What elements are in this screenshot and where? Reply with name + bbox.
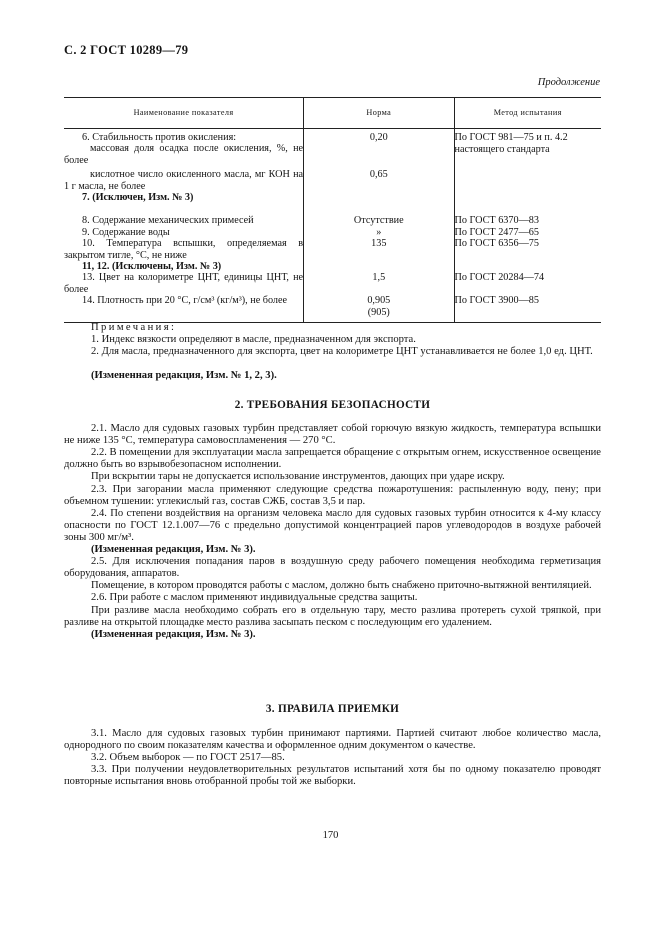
table-row [64,203,601,226]
row-method [454,166,601,192]
row-method: По ГОСТ 6356—75 [454,238,601,261]
table-row [64,272,601,295]
row-name: 6. Стабильность против окисления: [82,132,237,143]
row-norm: Отсутствие [304,203,454,226]
section-acceptance [64,703,601,789]
notes-heading: Примечания: [91,322,177,333]
row-name: 9. Содержание воды [82,226,170,238]
continuation-label: Продолжение [537,77,600,88]
row-method: По ГОСТ 20284—74 [454,272,601,295]
row-name: 8. Содержание механических примесей [82,215,254,227]
col-header-norm: Норма [304,98,454,129]
table-row [64,238,601,261]
note-item: 1. Индекс вязкости определяют в масле, предназначенном для экспорта. [91,334,416,346]
row-norm [304,261,454,272]
row-method: По ГОСТ 3900—85 [454,295,601,322]
paragraph: При вскрытии тары не допускается использование инструментов, дающих при ударе искру. [91,471,505,483]
row-name: кислотное число окисленного масла, мг КОН на 1 г масла, не более [64,169,304,192]
row-norm: 135 [304,238,454,261]
row-norm: » [304,227,454,238]
norm-value: 0,20 [369,132,388,144]
revision-note: (Измененная редакция, Изм. № 3). [91,628,256,640]
row-norm [304,132,454,166]
row-name: 7. (Исключен, Изм. № 3) [82,192,194,204]
revision-note: (Измененная редакция, Изм. № 3). [91,544,256,556]
table-row [64,192,601,203]
paragraph: 2.1. Масло для судовых газовых турбин представляет собой горючую вязкую жидкость, температура вспышки не ниже 135 °С, температура самовоспламенения — 270 °С. [64,423,601,447]
table-row [64,227,601,238]
row-norm [304,295,454,322]
row-name: 13. Цвет на колориметре ЦНТ, единицы ЦНТ, не более [64,272,304,295]
notes-block [64,322,601,382]
paragraph: 3.2. Объем выборок — по ГОСТ 2517—85. [91,752,285,764]
row-name: 14. Плотность при 20 °С, г/см³ (кг/м³), не более [64,295,304,322]
revision-note: (Измененная редакция, Изм. № 1, 2, 3). [91,370,277,382]
paragraph: 2.6. При работе с маслом применяют индивидуальные средства защиты. [91,592,418,604]
col-header-method: Метод испытания [454,98,601,129]
row-name: массовая доля осадка после окисления, %, не более [64,143,304,166]
row-norm [304,192,454,203]
row-name: 11, 12. (Исключены, Изм. № 3) [82,261,222,273]
paragraph: 2.4. По степени воздействия на организм человека масло для судовых газовых турбин относится к 4-му классу опасности по ГОСТ 12.1.007—76 с предельно допустимой концентрацией паров углеводородов в воздухе рабочей зоны 300 мг/м³. [64,507,601,543]
page-header: С. 2 ГОСТ 10289—79 [64,43,189,57]
row-norm: 0,65 [304,166,454,192]
paragraph: При разливе масла необходимо собрать его в отдельную тару, место разлива протереть сухой тряпкой, при разливе на открытой площадке место разлива засыпать песком с последующим его удалением. [64,604,601,628]
paragraph: 2.3. При загорании масла применяют следующие средства пожаротушения: распыленную воду, пену; при объемном тушении: углекислый газ, состав СЖБ, состав 3,5 и пар. [64,483,601,507]
section-title: 2. ТРЕБОВАНИЯ БЕЗОПАСНОСТИ [234,399,431,411]
paragraph: Помещение, в котором проводятся работы с маслом, должно быть снабжено приточно-вытяжной вентиляцией. [91,580,592,592]
row-method [454,261,601,272]
table-header-row [64,98,601,129]
paragraph: 2.5. Для исключения попадания паров в воздушную среду рабочего помещения необходима герметизация оборудования, аппаратов. [64,556,601,580]
spec-table [64,97,601,323]
row-method: По ГОСТ 2477—65 [454,227,601,238]
paragraph: 3.3. При получении неудовлетворительных результатов испытаний хотя бы по одному показателю проводят повторные испытания вновь отобранной пробы той же выборки. [64,764,601,788]
section-safety [64,399,601,641]
page-number: 170 [322,830,339,841]
table-row [64,166,601,192]
paragraph: 3.1. Масло для судовых газовых турбин принимают партиями. Партией считают любое количество масла, однородного по своим показателям качества и оформленное одним документом о качестве. [64,728,601,752]
col-header-name: Наименование показателя [64,98,304,129]
paragraph: 2.2. В помещении для эксплуатации масла запрещается обращение с открытым огнем, искусственное освещение должно быть во взрывобезопасном исполнении. [64,447,601,471]
table-row [64,295,601,322]
section-title: 3. ПРАВИЛА ПРИЕМКИ [265,703,400,715]
table-row [64,261,601,272]
norm-value: 0,905 [367,295,391,307]
norm-value-alt: (905) [367,306,390,318]
row-method [454,132,601,166]
row-method [454,192,601,203]
table-row [64,143,601,166]
note-item: 2. Для масла, предназначенного для экспорта, цвет на колориметре ЦНТ устанавливается не более 1,0 ед. ЦНТ. [91,346,593,358]
row-norm: 1,5 [304,272,454,295]
row-name: 10. Температура вспышки, определяемая в закрытом тигле, °С, не ниже [64,238,304,261]
row-method: По ГОСТ 6370—83 [454,203,601,226]
method-value: По ГОСТ 981—75 и п. 4.2 настоящего стандарта [454,132,568,155]
